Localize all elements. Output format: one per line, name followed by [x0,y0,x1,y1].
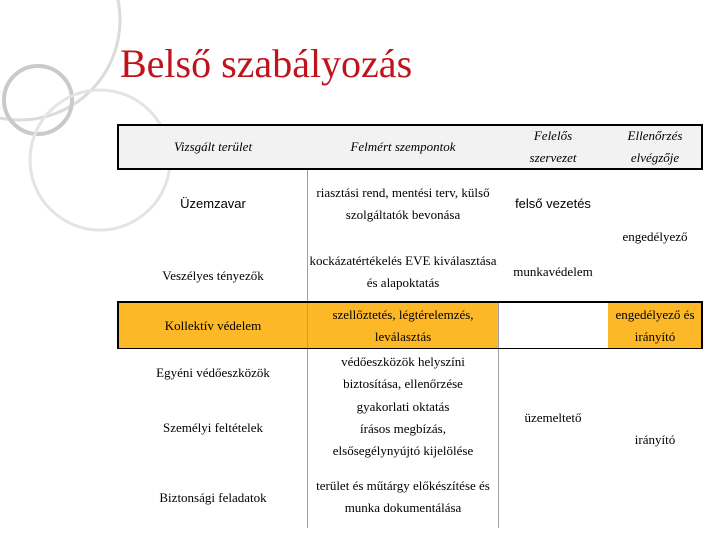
row6-area: Biztonsági feladatok [159,490,267,505]
header-aspects: Felmért szempontok [350,139,456,154]
row5-aspect-b: írásos megbízás, elsősegélynyújtó kijelölése [332,421,474,458]
row2-area: Veszélyes tényezők [162,268,264,283]
row3-aspect: szellőztetés, légtérelemzés, leválasztás [332,307,474,344]
regulation-table [118,124,702,528]
responsible-lower: üzemeltető [524,410,582,425]
row1-area: Üzemzavar [180,196,246,211]
row4-aspect: védőeszközök helyszíni biztosítása, ellenőrzése [341,354,465,391]
row2-aspect: kockázatértékelés EVE kiválasztása és alapoktatás [309,253,497,290]
row5-aspect-a: gyakorlati oktatás [356,399,450,414]
row-divider-top-highlight [118,301,702,303]
check-2: engedélyező és irányító [615,307,695,344]
row5-area: Személyi feltételek [163,420,263,435]
header-responsible: Felelős szervezet [529,128,577,165]
row-divider-bottom-highlight [118,348,702,349]
row2-responsible: munkavédelem [513,264,593,279]
row6-aspect: terület és műtárgy előkészítése és munka dokumentálása [316,478,490,515]
row1-responsible: felső vezetés [515,196,591,211]
check-1: engedélyező [622,229,688,244]
check-3: irányító [634,432,676,447]
row3-area: Kollektív védelem [164,318,262,333]
header-area: Vizsgált terület [173,139,253,154]
row4-area: Egyéni védőeszközök [156,365,270,380]
row1-aspect: riasztási rend, mentési terv, külső szolgáltatók bevonása [316,185,490,222]
page-title: Belső szabályozás [120,41,413,86]
header-check: Ellenőrzés elvégzője [627,128,683,165]
